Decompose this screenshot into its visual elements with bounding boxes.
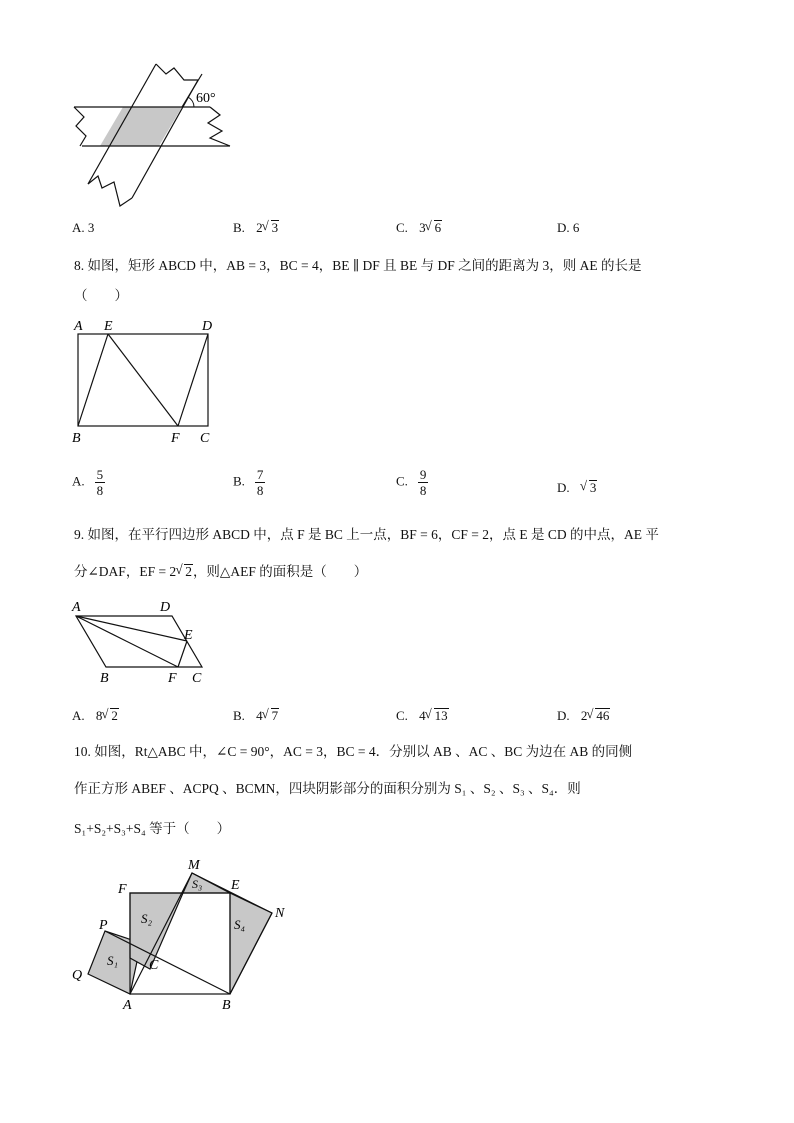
q10-label-a: A xyxy=(123,998,132,1013)
q9-label-b: B xyxy=(100,671,109,686)
q8-option-a-fraction xyxy=(95,467,106,498)
q8-option-a-numerator: 5 xyxy=(96,467,104,482)
q9-option-d-radicand: 46 xyxy=(596,708,610,723)
q10-region-s4 xyxy=(230,893,272,994)
q8-option-d-prefix: D. xyxy=(557,480,570,495)
q7-slant-bottom-break xyxy=(88,176,132,206)
q9-stem-line2-post: ，则△AEF 的面积是（ ） xyxy=(192,564,368,579)
q8-label-c: C xyxy=(200,431,210,446)
q9-option-c-coef: 4 xyxy=(419,708,426,723)
q9-option-b[interactable] xyxy=(233,708,279,724)
q9-label-a: A xyxy=(72,600,81,615)
q9-segment-ef xyxy=(178,641,187,667)
q8-option-d-sqrt xyxy=(581,480,598,496)
q8-label-d: D xyxy=(202,319,213,334)
q8-option-c-denominator: 8 xyxy=(419,483,427,498)
q9-option-d-sqrt xyxy=(587,708,610,724)
q8-option-a-denominator: 8 xyxy=(96,483,104,498)
q10-label-s4: S₄ xyxy=(234,917,246,932)
q8-label-b: B xyxy=(72,431,81,446)
q7-slant-top-break xyxy=(156,64,198,80)
q10-stem-line3: S₁+S₂+S₃+S₄ 等于（ ） xyxy=(74,821,231,836)
q10-label-c: C xyxy=(149,958,159,973)
q8-option-d[interactable] xyxy=(557,480,597,496)
q8-option-c[interactable] xyxy=(396,467,428,498)
q7-figure xyxy=(70,60,245,210)
q7-option-d-text: D. 6 xyxy=(557,220,580,235)
q7-option-a[interactable] xyxy=(72,220,94,236)
q8-stem-line2: （ ） xyxy=(74,288,128,303)
q7-option-b-prefix: B. xyxy=(233,220,245,235)
q9-label-c: C xyxy=(192,671,202,686)
q8-label-f: F xyxy=(171,431,180,446)
q8-segment-df xyxy=(178,334,208,426)
q8-option-c-fraction xyxy=(418,467,429,498)
q10-label-q: Q xyxy=(72,968,83,983)
q10-label-f: F xyxy=(118,882,127,897)
q7-option-b[interactable] xyxy=(233,220,279,236)
q8-figure xyxy=(68,314,228,449)
q9-figure xyxy=(68,598,218,688)
q9-option-a-sqrt xyxy=(102,708,119,724)
q7-option-c-radicand: 6 xyxy=(434,220,442,235)
q10-label-p: P xyxy=(99,918,108,933)
q9-option-a-radicand: 2 xyxy=(111,708,118,723)
q10-label-b: B xyxy=(222,998,231,1013)
q8-option-a[interactable] xyxy=(72,467,105,498)
q9-option-c-sqrt xyxy=(426,708,449,724)
q7-option-c-coef: 3 xyxy=(419,220,426,235)
q9-option-a[interactable] xyxy=(72,708,119,724)
q9-option-b-sqrt xyxy=(263,708,280,724)
q8-segment-ef xyxy=(108,334,178,426)
q9-stem-line1: 9. 如图，在平行四边形 ABCD 中，点 F 是 BC 上一点，BF = 6，CF = 2，点 E 是 CD 的中点，AE 平 xyxy=(74,527,659,542)
q10-label-m: M xyxy=(188,858,200,873)
q7-strip-right-break xyxy=(208,107,230,146)
q10-stem-line2: 作正方形 ABEF 、ACPQ 、BCMN，四块阴影部分的面积分别为 S₁ 、S₂ 、S₃ 、S₄．则 xyxy=(74,781,581,796)
q9-stem-line2 xyxy=(74,562,367,582)
q7-option-b-sqrt xyxy=(263,220,280,236)
q8-option-b[interactable] xyxy=(233,467,265,498)
q9-label-d: D xyxy=(160,600,171,615)
q7-option-c-sqrt xyxy=(426,220,443,236)
q10-label-n: N xyxy=(275,906,285,921)
q9-option-d-prefix: D. xyxy=(557,708,570,723)
q9-option-a-prefix: A. xyxy=(72,708,85,723)
q9-option-b-prefix: B. xyxy=(233,708,245,723)
q8-option-b-prefix: B. xyxy=(233,473,245,489)
q7-option-c-prefix: C. xyxy=(396,220,408,235)
q7-option-a-text: A. 3 xyxy=(72,220,95,235)
q9-label-f: F xyxy=(168,671,177,686)
q8-stem-line1: 8. 如图，矩形 ABCD 中，AB = 3，BC = 4，BE ∥ DF 且 BE 与 DF 之间的距离为 3，则 AE 的长是 xyxy=(74,258,642,273)
q7-option-b-radicand: 3 xyxy=(271,220,279,235)
q9-option-b-radicand: 7 xyxy=(271,708,279,723)
q9-stem-radicand: 2 xyxy=(185,564,192,579)
q8-option-b-fraction xyxy=(255,467,266,498)
q9-stem-line2-pre: 分∠DAF，EF = 2 xyxy=(74,564,177,579)
q9-option-c[interactable] xyxy=(396,708,449,724)
q9-option-c-radicand: 13 xyxy=(434,708,448,723)
q10-label-s2: S₂ xyxy=(141,911,153,926)
q9-segment-ae xyxy=(76,616,187,641)
q7-strip-left-break xyxy=(74,107,86,146)
q8-label-e: E xyxy=(104,319,113,334)
q8-option-b-denominator: 8 xyxy=(256,483,264,498)
q9-option-a-coef: 8 xyxy=(95,708,103,723)
q10-figure xyxy=(68,855,298,1015)
q7-angle-label: 60° xyxy=(196,91,216,106)
q9-option-c-prefix: C. xyxy=(396,708,408,723)
q9-stem-sqrt xyxy=(176,562,193,582)
q9-label-e: E xyxy=(184,628,193,643)
q8-label-a: A xyxy=(74,319,83,334)
q8-option-c-numerator: 9 xyxy=(419,467,427,482)
q7-angle-arc xyxy=(188,97,194,107)
q10-label-s3: S₃ xyxy=(192,877,203,891)
q8-option-a-prefix: A. xyxy=(72,473,85,489)
q10-label-e: E xyxy=(231,878,240,893)
q9-option-d-coef: 2 xyxy=(580,708,588,723)
q9-option-d[interactable] xyxy=(557,708,610,724)
q8-segment-be xyxy=(78,334,108,426)
q7-option-c[interactable] xyxy=(396,220,442,236)
q7-option-b-coef: 2 xyxy=(256,220,263,235)
q8-option-c-prefix: C. xyxy=(396,473,408,489)
q8-option-b-numerator: 7 xyxy=(256,467,264,482)
q8-option-d-radicand: 3 xyxy=(589,480,597,495)
q10-stem-line1: 10. 如图，Rt△ABC 中，∠C = 90°，AC = 3，BC = 4．分别以 AB 、AC 、BC 为边在 AB 的同侧 xyxy=(74,744,633,759)
q9-option-b-coef: 4 xyxy=(256,708,263,723)
q7-option-d[interactable] xyxy=(557,220,579,236)
q10-label-s1: S₁ xyxy=(107,953,119,968)
